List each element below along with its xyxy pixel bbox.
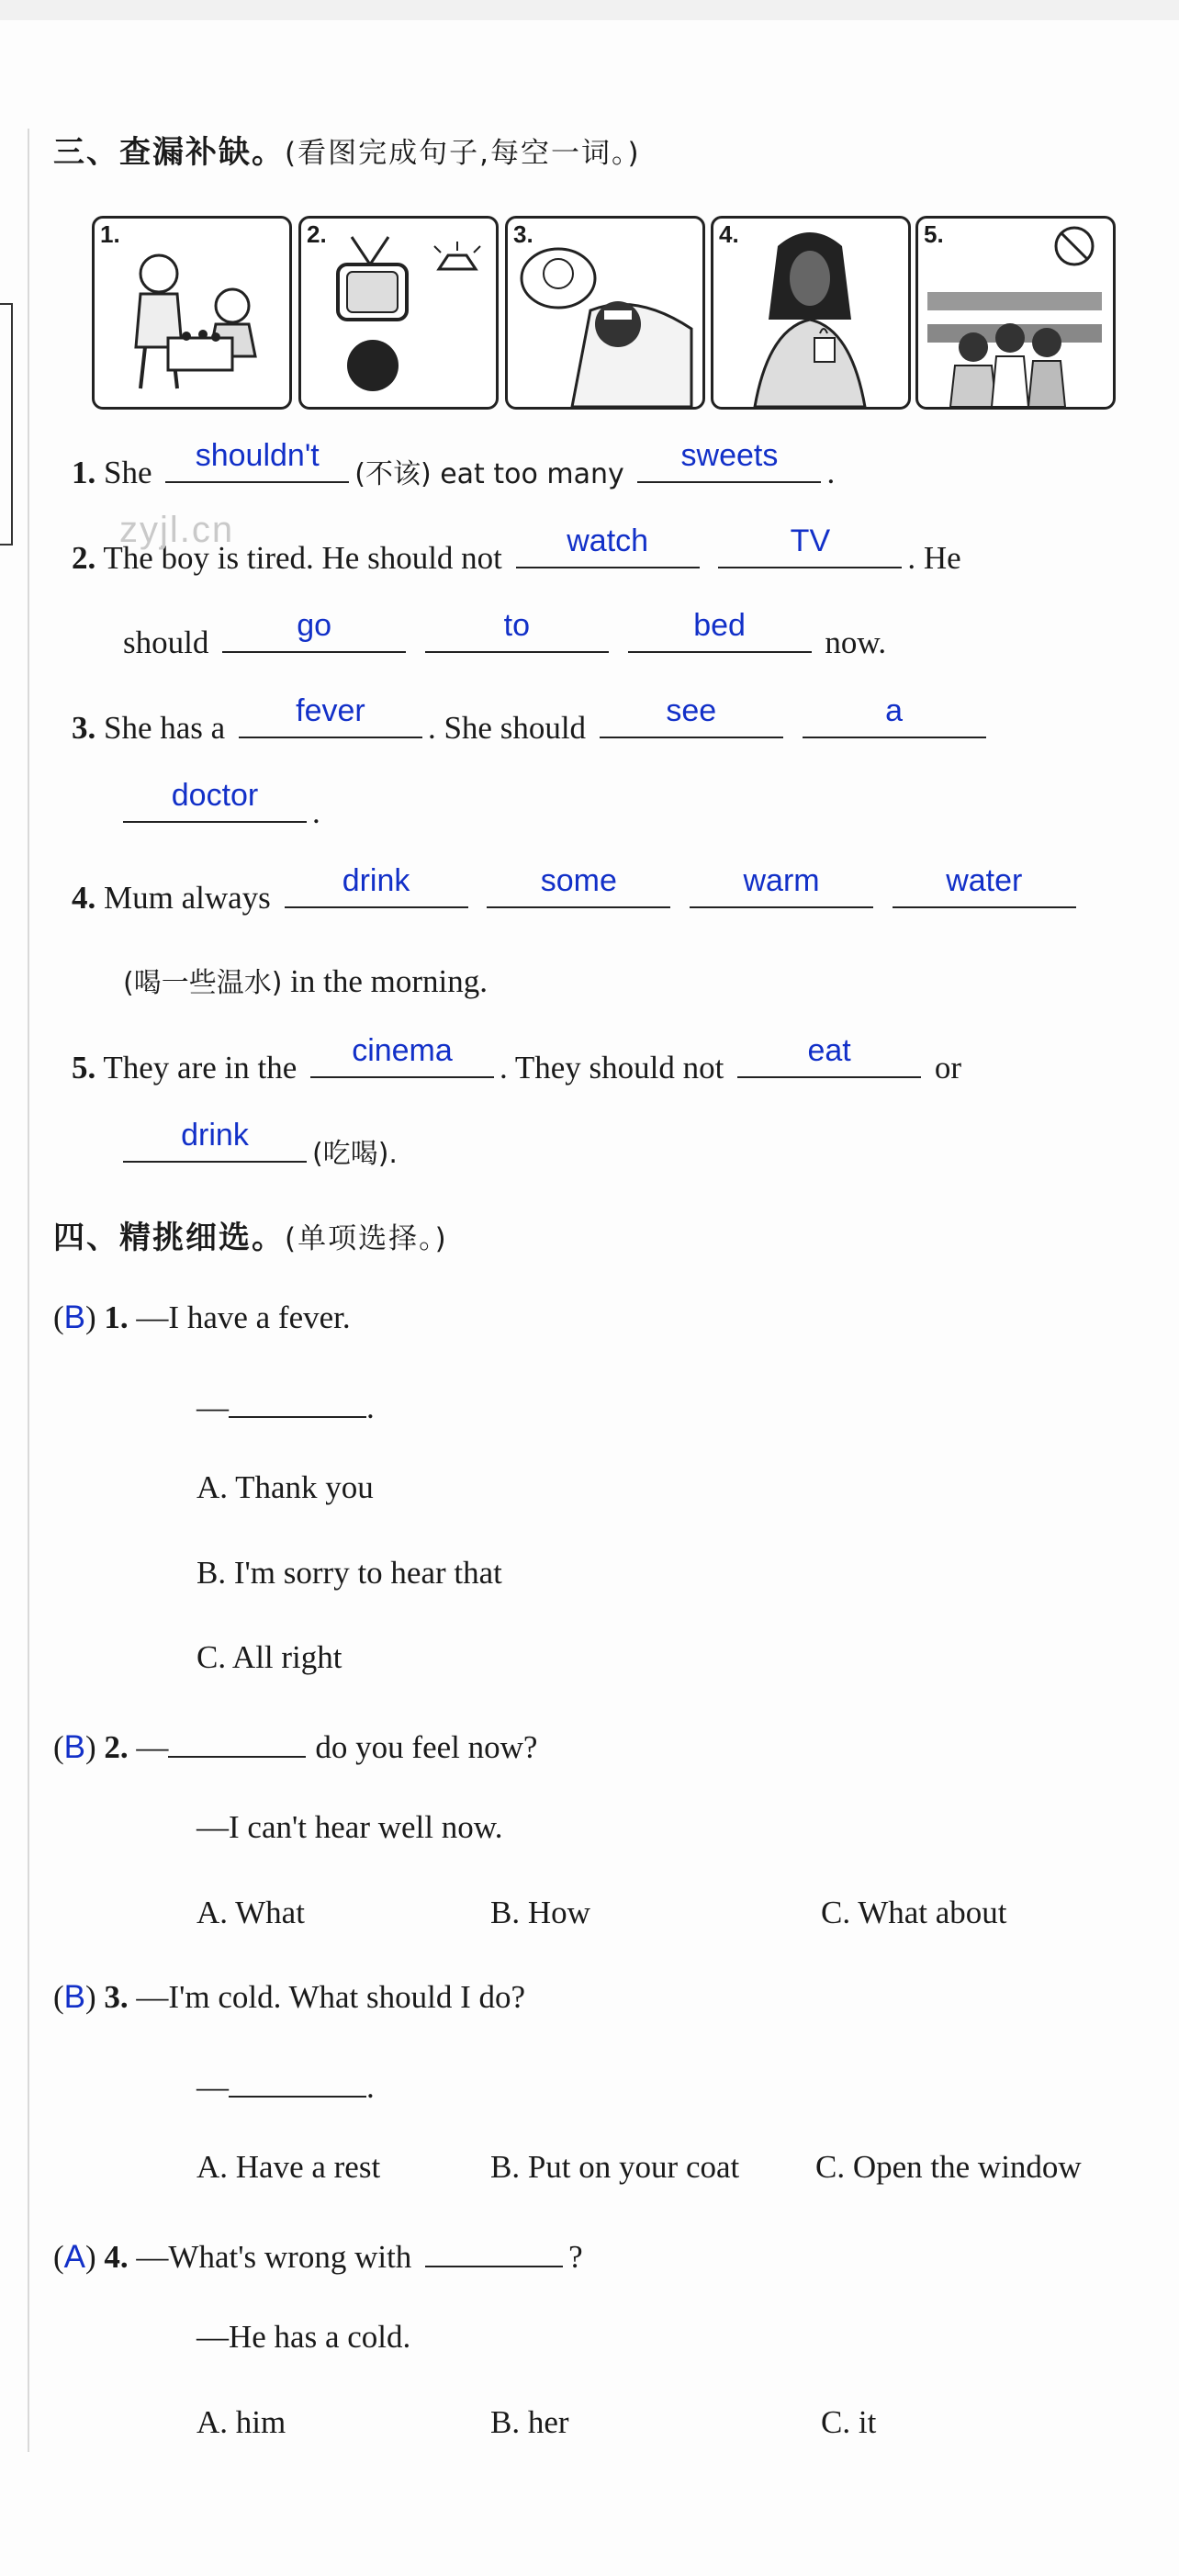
question-text: (吃喝). <box>312 1138 398 1170</box>
margin-line <box>28 129 29 2452</box>
answer-blank[interactable] <box>425 608 609 653</box>
answer-blank[interactable] <box>425 2234 563 2267</box>
answer-text: some <box>540 863 617 898</box>
picture-5 <box>915 216 1116 410</box>
answer-text: TV <box>790 523 831 558</box>
picture-number: 4. <box>719 220 739 248</box>
answer-blank[interactable] <box>229 1385 366 1418</box>
question-text: in the morning. <box>290 963 488 999</box>
picture-number: 5. <box>924 220 944 248</box>
section4-note: (单项选择。) <box>285 1222 448 1255</box>
top-band <box>0 0 1179 20</box>
answer-blank[interactable] <box>516 523 700 568</box>
margin-bracket <box>0 303 13 546</box>
reply-text: — <box>196 2069 229 2105</box>
section3-title <box>53 127 641 172</box>
question-text: . She should <box>427 710 587 746</box>
picture-4 <box>711 216 911 410</box>
answer-text: warm <box>743 863 820 898</box>
answer-blank[interactable] <box>893 863 1076 908</box>
question-number: 1. <box>104 1299 129 1335</box>
question-stem: —I have a fever. <box>136 1299 351 1335</box>
section3-title-text: 三、查漏补缺。 <box>53 134 285 171</box>
s3-question-4-cont <box>123 960 488 1000</box>
question-stem: —What's wrong with <box>136 2239 412 2275</box>
choice-answer[interactable]: B <box>63 1729 86 1765</box>
answer-blank[interactable] <box>168 1725 306 1758</box>
question-number: 5. <box>72 1050 96 1086</box>
picture-number: 3. <box>513 220 533 248</box>
picture-number: 1. <box>100 220 120 248</box>
answer-text: go <box>297 608 332 643</box>
reply-text: — <box>196 1389 229 1425</box>
answer-text: water <box>946 863 1023 898</box>
question-stem: — <box>136 1729 169 1765</box>
answer-text: see <box>666 693 717 728</box>
question-stem: —I'm cold. What should I do? <box>136 1979 526 2015</box>
section4-title <box>53 1212 448 1257</box>
s4-q1-option-c: C. All right <box>196 1639 342 1675</box>
s3-question-4 <box>72 863 1082 917</box>
s4-question-3: (B) 3. —I'm cold. What should I do? <box>53 1979 526 2015</box>
question-text: or <box>934 1050 962 1086</box>
answer-text: bed <box>693 608 746 643</box>
choice-answer[interactable]: B <box>63 1979 86 2015</box>
question-number: 2. <box>104 1729 129 1765</box>
s3-question-1 <box>72 438 836 491</box>
picture-2 <box>298 216 499 410</box>
answer-text: to <box>503 608 531 643</box>
question-text: (不该) eat too many <box>354 458 624 490</box>
question-text: . <box>312 794 320 830</box>
question-text: Mum always <box>104 880 271 916</box>
answer-text: doctor <box>171 778 259 813</box>
answer-blank[interactable] <box>123 1118 307 1163</box>
answer-blank[interactable] <box>310 1033 494 1078</box>
section3-note: (看图完成句子,每空一词。) <box>285 137 641 170</box>
answer-blank[interactable] <box>487 863 670 908</box>
s4-q4-option-b: B. her <box>490 2404 569 2440</box>
question-number: 4. <box>72 880 96 916</box>
picture-number: 2. <box>307 220 327 248</box>
question-text: now. <box>825 624 887 660</box>
s4-q3-option-a: A. Have a rest <box>196 2149 381 2185</box>
question-number: 3. <box>104 1979 129 2015</box>
answer-text: drink <box>181 1118 249 1153</box>
question-text: . He <box>907 540 961 576</box>
s3-question-5-cont <box>123 1118 398 1171</box>
answer-text: fever <box>296 693 365 728</box>
s4-question-4: (A) 4. —What's wrong with ? <box>53 2234 583 2276</box>
answer-blank[interactable] <box>229 2064 366 2098</box>
choice-answer[interactable]: B <box>63 1299 86 1335</box>
answer-blank[interactable] <box>285 863 468 908</box>
question-text: The boy is tired. He should not <box>103 540 502 576</box>
s3-question-2-cont <box>123 608 887 661</box>
answer-blank[interactable] <box>718 523 902 568</box>
question-text: They are in the <box>103 1050 298 1086</box>
s4-question-1: (B) 1. —I have a fever. <box>53 1299 351 1335</box>
question-text: (喝一些温水) <box>123 967 283 999</box>
question-text: She <box>104 455 152 490</box>
section4-title-text: 四、精挑细选。 <box>53 1220 285 1256</box>
question-stem: do you feel now? <box>315 1729 538 1765</box>
question-text: She has a <box>104 710 226 746</box>
picture-3 <box>505 216 705 410</box>
s4-q2-reply: —I can't hear well now. <box>196 1809 503 1845</box>
s4-q1-option-b: B. I'm sorry to hear that <box>196 1555 502 1591</box>
s4-q3-option-b: B. Put on your coat <box>490 2149 740 2185</box>
question-number: 2. <box>72 540 96 576</box>
s4-q2-option-c: C. What about <box>821 1895 1007 1930</box>
answer-text: shouldn't <box>195 438 320 473</box>
answer-blank[interactable] <box>222 608 406 653</box>
answer-blank[interactable] <box>123 778 307 823</box>
s4-q2-option-b: B. How <box>490 1895 590 1930</box>
s3-question-3-cont <box>123 778 320 831</box>
question-number: 4. <box>104 2239 129 2275</box>
choice-answer[interactable]: A <box>63 2239 86 2275</box>
s4-q4-option-a: A. him <box>196 2404 286 2440</box>
answer-text: a <box>885 693 904 728</box>
answer-blank[interactable] <box>803 693 986 738</box>
answer-text: drink <box>342 863 410 898</box>
s4-q4-option-c: C. it <box>821 2404 877 2440</box>
answer-blank[interactable] <box>239 693 422 738</box>
watermark: zyjl.cn <box>119 510 235 550</box>
answer-blank[interactable] <box>628 608 812 653</box>
answer-blank[interactable] <box>165 438 349 483</box>
picture-1 <box>92 216 292 410</box>
s3-question-5 <box>72 1033 962 1086</box>
question-stem: ? <box>568 2239 583 2275</box>
answer-blank[interactable] <box>600 693 783 738</box>
question-number: 1. <box>72 455 96 490</box>
answer-blank[interactable] <box>637 438 821 483</box>
answer-blank[interactable] <box>737 1033 921 1078</box>
answer-blank[interactable] <box>690 863 873 908</box>
s4-q4-reply: —He has a cold. <box>196 2319 411 2355</box>
question-text: . <box>826 455 836 490</box>
question-number: 3. <box>72 710 96 746</box>
question-text: . They should not <box>500 1050 724 1086</box>
s4-q3-reply: — . <box>196 2064 375 2106</box>
s3-question-3 <box>72 693 992 747</box>
answer-text: cinema <box>352 1033 453 1068</box>
s4-q1-reply: — . <box>196 1385 375 1426</box>
question-text: should <box>123 624 209 660</box>
s4-q2-option-a: A. What <box>196 1895 305 1930</box>
answer-text: watch <box>567 523 649 558</box>
s4-question-2: (B) 2. — do you feel now? <box>53 1725 537 1766</box>
s4-q1-option-a: A. Thank you <box>196 1469 374 1505</box>
answer-text: sweets <box>680 438 779 473</box>
answer-text: eat <box>807 1033 851 1068</box>
s4-q3-option-c: C. Open the window <box>815 2149 1082 2185</box>
